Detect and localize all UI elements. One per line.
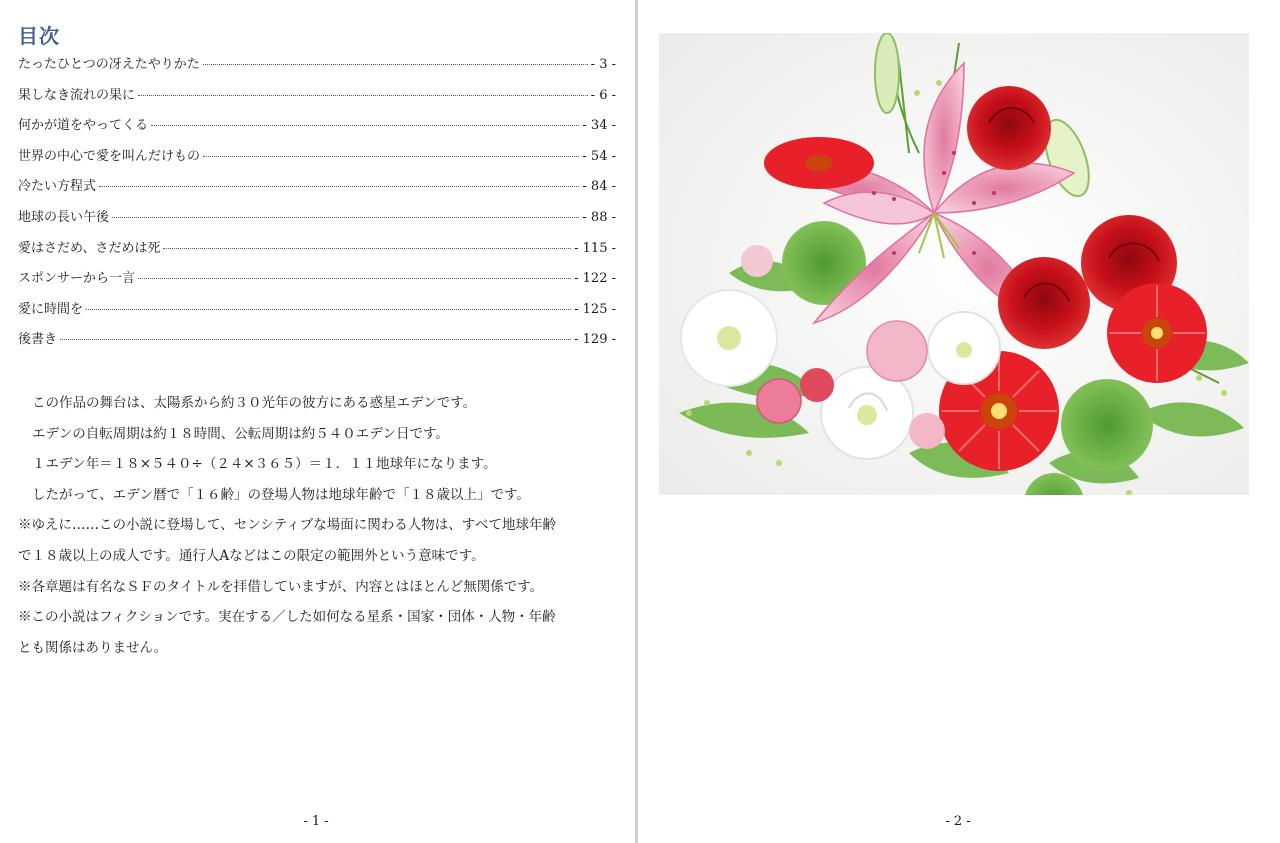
foreword-line: で１８歳以上の成人です。通行人Aなどはこの限定の範囲外という意味です。 bbox=[18, 547, 485, 564]
toc-entry[interactable] bbox=[18, 114, 616, 145]
page-number-left: - 1 - bbox=[303, 814, 329, 829]
toc-entry-page: - 34 - bbox=[582, 118, 616, 134]
toc-entry[interactable] bbox=[18, 145, 616, 176]
foreword-line: この作品の舞台は、太陽系から約３０光年の彼方にある惑星エデンです。 bbox=[32, 395, 477, 411]
foreword-notes bbox=[18, 388, 620, 663]
toc-entry[interactable] bbox=[18, 267, 616, 298]
foreword-line: したがって、エデン暦で「１６齢」の登場人物は地球年齢で「１８歳以上」です。 bbox=[32, 486, 530, 503]
right-page bbox=[638, 0, 1280, 843]
toc-dot-leader bbox=[151, 125, 579, 126]
toc-entry-page: - 6 - bbox=[590, 87, 616, 103]
toc-entry-label: 冷たい方程式 bbox=[18, 179, 97, 195]
toc-entry[interactable] bbox=[18, 328, 616, 359]
toc-dot-leader bbox=[112, 217, 579, 218]
foreword-line: ※この小説はフィクションです。実在する／した如何なる星系・国家・団体・人物・年齢 bbox=[18, 609, 556, 626]
toc-entry[interactable] bbox=[18, 175, 616, 206]
toc-entry-page: - 115 - bbox=[574, 240, 616, 256]
toc-entry[interactable] bbox=[18, 298, 616, 329]
toc-dot-leader bbox=[86, 309, 571, 310]
toc-entry-page: - 84 - bbox=[582, 179, 616, 195]
toc-list bbox=[18, 53, 616, 359]
toc-title: 目次 bbox=[18, 24, 60, 48]
toc-entry-label: 何かが道をやってくる bbox=[18, 118, 149, 134]
toc-entry-label: 愛はさだめ、さだめは死 bbox=[18, 240, 161, 256]
toc-entry[interactable] bbox=[18, 84, 616, 115]
toc-entry[interactable] bbox=[18, 237, 616, 268]
flower-bouquet-illustration bbox=[659, 33, 1249, 495]
toc-dot-leader bbox=[99, 186, 579, 187]
toc-dot-leader bbox=[203, 156, 579, 157]
toc-entry-label: 後書き bbox=[18, 332, 58, 348]
foreword-line: エデンの自転周期は約１８時間、公転周期は約５４０エデン日です。 bbox=[32, 425, 449, 442]
toc-entry-label: 果しなき流れの果に bbox=[18, 87, 136, 103]
foreword-line: ※各章題は有名なＳＦのタイトルを拝借していますが、内容とはほとんど無関係です。 bbox=[18, 578, 544, 595]
toc-entry-label: たったひとつの冴えたやりかた bbox=[18, 57, 200, 72]
foreword-line: ※ゆえに……この小説に登場して、センシティブな場面に関わる人物は、すべて地球年齢 bbox=[18, 517, 557, 534]
foreword-line: とも関係はありません。 bbox=[18, 639, 168, 656]
toc-dot-leader bbox=[138, 278, 571, 279]
toc-dot-leader bbox=[203, 64, 588, 65]
toc-entry-page: - 54 - bbox=[582, 148, 616, 164]
foreword-line: １エデン年＝１８×５４０÷（２４×３６５）＝１．１１地球年になります。 bbox=[32, 456, 497, 473]
toc-entry-page: - 88 - bbox=[582, 209, 616, 225]
toc-entry-label: スポンサーから一言 bbox=[18, 271, 136, 287]
toc-entry-label: 世界の中心で愛を叫んだけもの bbox=[18, 148, 201, 164]
toc-entry[interactable] bbox=[18, 206, 616, 237]
toc-dot-leader bbox=[138, 95, 588, 96]
flower-bouquet-icon bbox=[659, 33, 1249, 495]
toc-entry-page: - 122 - bbox=[574, 271, 616, 287]
page-number-right: - 2 - bbox=[945, 814, 971, 829]
left-page bbox=[0, 0, 636, 843]
toc-entry-page: - 129 - bbox=[574, 332, 616, 348]
toc-entry-page: - 3 - bbox=[590, 57, 616, 72]
toc-entry[interactable] bbox=[18, 53, 616, 84]
toc-dot-leader bbox=[163, 248, 571, 249]
toc-dot-leader bbox=[60, 339, 571, 340]
toc-entry-label: 愛に時間を bbox=[18, 301, 84, 317]
toc-entry-label: 地球の長い午後 bbox=[18, 209, 110, 225]
toc-entry-page: - 125 - bbox=[574, 301, 616, 317]
